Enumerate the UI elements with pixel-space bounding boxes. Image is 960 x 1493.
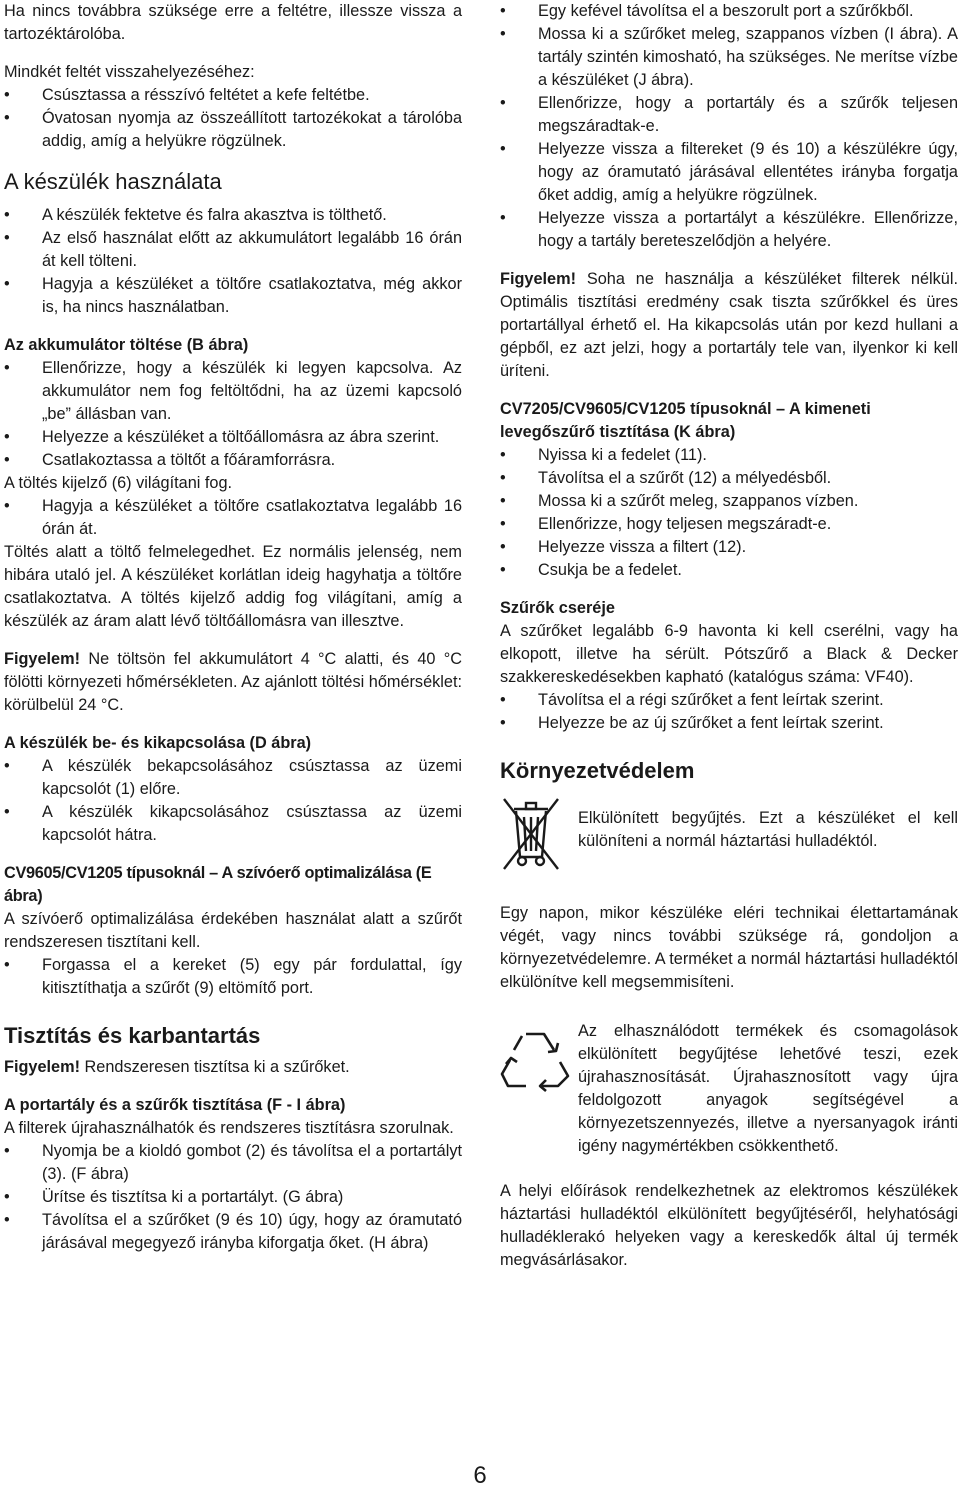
filter-clean-list [500, 0, 958, 253]
paragraph-local-regulations: A helyi előírások rendelkezhetnek az elektromos készülékek háztartási hulladéktól elkülönített begyűjtéséről, helyhatósági hulladéklerakó helyeken vagy a kereskedők által új termék megvásárlásakor. [500, 1182, 958, 1269]
list-item: • Az első használat előtt az akkumulátort legalább 16 órán át kell tölteni. [4, 227, 462, 273]
charging-list-2 [4, 495, 462, 541]
list-item: • Távolítsa el a szűrőt (12) a mélyedésből. [500, 467, 958, 490]
warning-label: Figyelem! [500, 270, 577, 288]
list-item: • Távolítsa el a szűrőket (9 és 10) úgy, hogy az óramutató járásával megegyező irányba kiforgatja őket. (H ábra) [4, 1209, 462, 1255]
list-item: • Helyezze vissza a filtereket (9 és 10) a készülékre úgy, hogy az óramutató járásával ellentétes irányba forgatja őket addig, amíg a helyükre rögzülnek. [500, 138, 958, 207]
list-item: • Mossa ki a szűrőket meleg, szappanos vízben (I ábra). A tartály szintén kimosható, ha szükséges. Ne merítse vízbe a készüléket (J ábra). [500, 23, 958, 92]
heading-replace-filters: Szűrők cseréje [500, 599, 615, 617]
list-item: • Helyezze a készüléket a töltőállomásra az ábra szerint. [4, 426, 462, 449]
recycling-arrows-icon [500, 1020, 578, 1099]
list-item: • Nyissa ki a fedelet (11). [500, 444, 958, 467]
list-item: • A készülék kikapcsolásához csúsztassa az üzemi kapcsolót hátra. [4, 801, 462, 847]
paragraph-separate-collection: Elkülönített begyűjtés. Ezt a készüléket el kell különíteni a normál háztartási hulladéktól. [578, 809, 958, 850]
bowl-list [4, 1140, 462, 1255]
paragraph-suction: A szívóerő optimalizálása érdekében használat alatt a szűrőt rendszeresen tisztítani kell. [4, 910, 462, 951]
warning-text: Ne töltsön fel akkumulátort 4 °C alatti, és 40 °C fölötti környezeti hőmérsékleten. Az ajánlott töltési hőmérséklet: körülbelül 24 °C. [4, 650, 462, 714]
list-item: • Ellenőrizze, hogy a portartály és a szűrők teljesen megszáradtak-e. [500, 92, 958, 138]
list-item: • Távolítsa el a régi szűrőket a fent leírtak szerint. [500, 689, 958, 712]
warning-text: Soha ne használja a készüléket filterek nélkül. Optimális tisztítási eredmény csak tiszta szűrőkkel és üres portartállyal érhető el. Ha kikapcsolás után por kezd hullani a gépből, ez azt jelzi, hogy a portartály tele van, ilyenkor ki kell üríteni. [500, 270, 958, 380]
heading-outlet-filter: CV7205/CV9605/CV1205 típusoknál – A kimeneti levegőszűrő tisztítása (K ábra) [500, 400, 871, 441]
list-item: • Helyezze be az új szűrőket a fent leírtak szerint. [500, 712, 958, 735]
paragraph-charger-warm: Töltés alatt a töltő felmelegedhet. Ez normális jelenség, nem hibára utaló jel. A készüléket korlátlan ideig hagyhatja a töltőre csatlakoztatva. A töltés kijelző addig fog világítani, amíg a készülék az áram alatt lévő töltőállomásra van illesztve. [4, 543, 462, 630]
list-item: • Helyezze vissza a portartályt a készülékre. Ellenőrizze, hogy a tartály bereteszelődjön a helyére. [500, 207, 958, 253]
paragraph-recycling: Az elhasználódott termékek és csomagolások elkülönített begyűjtése lehetővé teszi, ezek újrahasznosítását. Újrahasznosított vagy újra feldolgozott anyagok segítségével a környezetszennyezés, illetve a nyersanyagok iránti igény nagymértékben csökkenthető. [578, 1022, 958, 1155]
list-item: • Óvatosan nyomja az összeállított tartozékokat a tárolóba addig, amíg a helyükre rögzülnek. [4, 107, 462, 153]
list-item: • Nyomja be a kioldó gombot (2) és távolítsa el a portartályt (3). (F ábra) [4, 1140, 462, 1186]
left-column [4, 0, 462, 1255]
right-column [500, 0, 958, 1272]
list-item: • A készülék fektetve és falra akasztva is tölthető. [4, 204, 462, 227]
charging-list [4, 357, 462, 472]
list-item: • Csukja be a fedelet. [500, 559, 958, 582]
warning-text: Rendszeresen tisztítsa ki a szűrőket. [80, 1058, 350, 1076]
separate-collection-block [500, 793, 958, 880]
replace-list [500, 689, 958, 735]
heading-environment: Környezetvédelem [500, 758, 695, 783]
paragraph-bowl: A filterek újrahasználhatók és rendszeres tisztításra szorulnak. [4, 1119, 454, 1137]
paragraph-refit-intro: Mindkét feltét visszahelyezéséhez: [4, 63, 255, 81]
paragraph-clean-warning [4, 1056, 462, 1079]
outlet-list [500, 444, 958, 582]
heading-charging: Az akkumulátor töltése (B ábra) [4, 336, 249, 354]
list-item: • Forgassa el a kereket (5) egy pár fordulattal, így kitisztíthatja a szűrőt (9) eltömítő port. [4, 954, 462, 1000]
list-item: • Csatlakoztassa a töltőt a főáramforrásra. [4, 449, 462, 472]
warning-label: Figyelem! [4, 1058, 81, 1076]
heading-on-off: A készülék be- és kikapcsolása (D ábra) [4, 734, 312, 752]
recycling-block [500, 1020, 958, 1158]
use-list [4, 204, 462, 319]
heading-use: A készülék használata [4, 169, 222, 194]
paragraph-replace: A szűrőket legalább 6-9 havonta ki kell cserélni, vagy ha elkopott, illetve ha sérült. Pótszűrő a Black & Decker szakkereskedésekben kapható (katalógus száma: VF40). [500, 622, 958, 686]
list-item: • Helyezze vissza a filtert (12). [500, 536, 958, 559]
crossed-out-bin-icon [500, 793, 578, 880]
paragraph-indicator: A töltés kijelző (6) világítani fog. [4, 474, 233, 492]
list-item: • Hagyja a készüléket a töltőre csatlakoztatva, még akkor is, ha nincs használatban. [4, 273, 462, 319]
list-item: • Hagyja a készüléket a töltőre csatlakoztatva legalább 16 órán át. [4, 495, 462, 541]
heading-suction: CV9605/CV1205 típusoknál – A szívóerő optimalizálása (E ábra) [4, 864, 432, 905]
list-item: • A készülék bekapcsolásához csúsztassa az üzemi kapcsolót (1) előre. [4, 755, 462, 801]
paragraph-temp-warning [4, 648, 462, 717]
suction-list [4, 954, 462, 1000]
list-item: • Ellenőrizze, hogy teljesen megszáradt-e. [500, 513, 958, 536]
list-item: • Csúsztassa a résszívó feltétet a kefe feltétbe. [4, 84, 462, 107]
list-item: • Mossa ki a szűrőt meleg, szappanos vízben. [500, 490, 958, 513]
refit-list [4, 84, 462, 153]
heading-cleaning: Tisztítás és karbantartás [4, 1023, 261, 1048]
list-item: • Ürítse és tisztítsa ki a portartályt. (G ábra) [4, 1186, 462, 1209]
on-off-list [4, 755, 462, 847]
paragraph-store-tool: Ha nincs továbbra szüksége erre a feltétre, illessze vissza a tartozéktárolóba. [4, 2, 462, 43]
paragraph-end-of-life: Egy napon, mikor készüléke eléri technikai élettartamának végét, vagy nincs további szüksége rá, gondoljon a környezetvédelemre. A terméket a normál háztartási hulladéktól elkülönítve kell megsemmisíteni. [500, 904, 958, 991]
list-item: • Ellenőrizze, hogy a készülék ki legyen kapcsolva. Az akkumulátor nem fog feltöltődni, ha az üzemi kapcsoló „be” állásban van. [4, 357, 462, 426]
list-item: • Egy kefével távolítsa el a beszorult port a szűrőkből. [500, 0, 958, 23]
warning-label: Figyelem! [4, 650, 81, 668]
page-number: 6 [473, 1462, 487, 1489]
paragraph-filter-warning [500, 268, 958, 383]
heading-bowl-filters: A portartály és a szűrők tisztítása (F - I ábra) [4, 1096, 346, 1114]
